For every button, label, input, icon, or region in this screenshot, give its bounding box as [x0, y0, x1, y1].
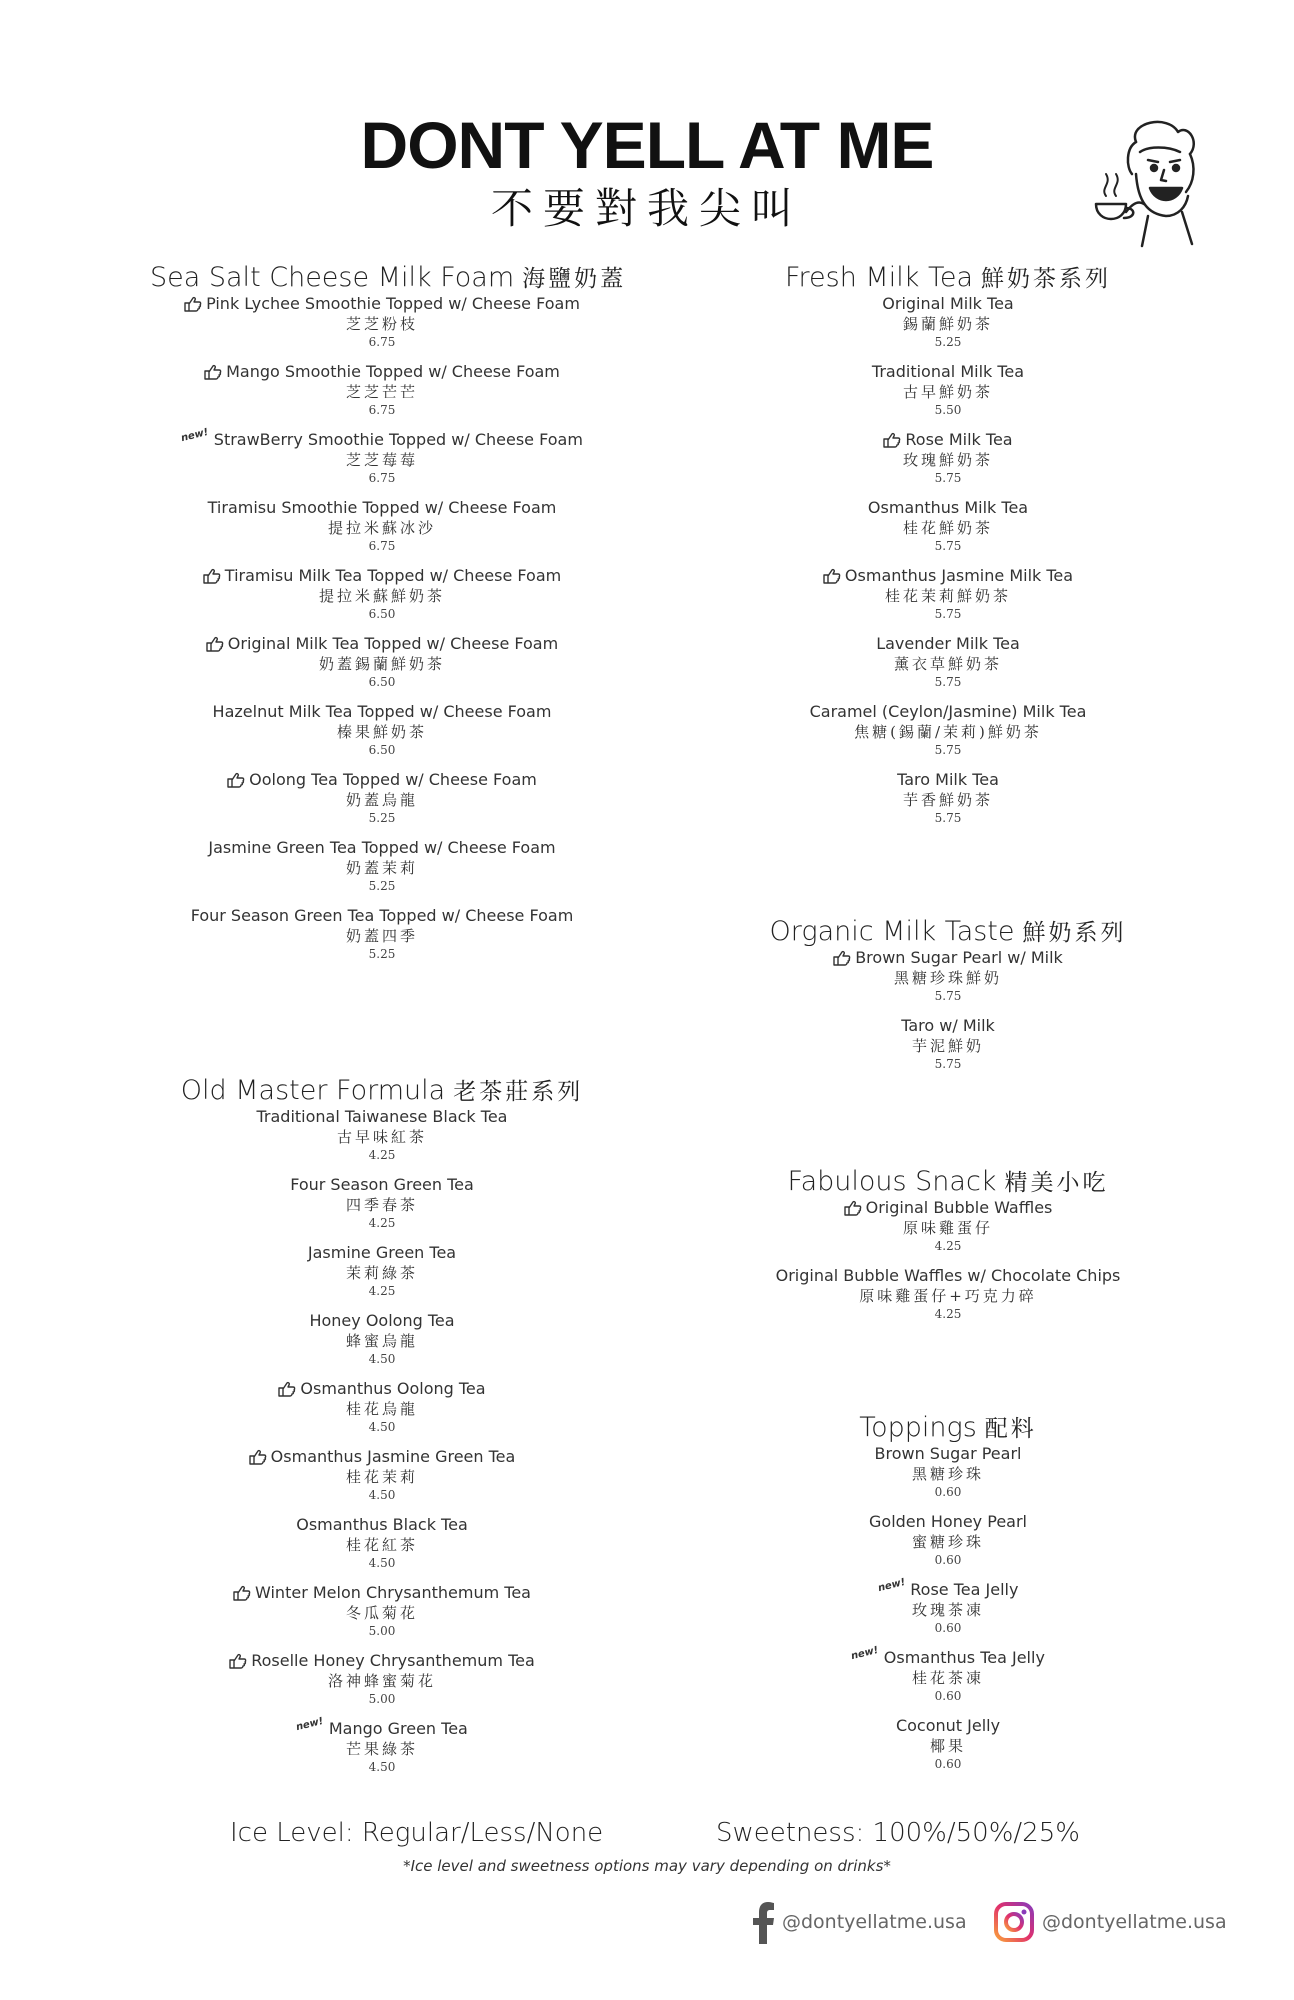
menu-item-name: Mango Smoothie Topped w/ Cheese Foam: [226, 362, 560, 381]
menu-item-name-row: [716, 1444, 1180, 1464]
menu-item-name-zh: 冬瓜菊花: [345, 1604, 418, 1622]
menu-item: [150, 1311, 614, 1379]
menu-item-name-zh: 奶蓋烏龍: [345, 791, 418, 809]
menu-item-name-zh: 茉莉綠茶: [345, 1264, 418, 1282]
section-organic-milk: [716, 918, 1180, 1084]
section-title-zh: 海鹽奶蓋: [522, 266, 627, 292]
thumbs-up-icon: [184, 296, 202, 312]
menu-item-price: 0.60: [934, 1553, 962, 1567]
thumbs-up-icon: [823, 568, 841, 584]
menu-item-name-zh: 提拉米蘇冰沙: [327, 519, 436, 537]
menu-item: [716, 1716, 1180, 1784]
section-cheese-foam: [150, 262, 627, 974]
section-title-en: Sea Salt Cheese Milk Foam: [150, 262, 515, 293]
menu-item: [716, 770, 1180, 838]
menu-item-name-row: [150, 1583, 614, 1603]
menu-item-name-zh: 黑糖珍珠: [911, 1465, 984, 1483]
menu-item-name-row: [150, 770, 614, 790]
menu-item: [716, 1198, 1180, 1266]
section-title: [150, 1077, 614, 1107]
thumbs-up-icon: [278, 1381, 296, 1397]
menu-item: [716, 498, 1180, 566]
menu-item-name-zh: 桂花紅茶: [345, 1536, 418, 1554]
menu-item: [150, 566, 614, 634]
menu-item-name-row: [716, 1512, 1180, 1532]
menu-item: [150, 1447, 614, 1515]
menu-item-name-row: [716, 430, 1180, 450]
menu-item-price: 4.50: [368, 1352, 396, 1366]
menu-item-price: 4.25: [368, 1216, 396, 1230]
menu-item: [716, 1016, 1180, 1084]
menu-item-price: 6.75: [368, 539, 396, 553]
section-snack: [716, 1168, 1180, 1334]
right-column: [716, 0, 1180, 2000]
menu-item-name: Tiramisu Smoothie Topped w/ Cheese Foam: [207, 498, 557, 517]
item-list: [716, 1198, 1180, 1334]
section-title: [716, 1168, 1180, 1198]
menu-item: [716, 362, 1180, 430]
menu-item-price: 5.00: [368, 1624, 396, 1638]
menu-item-price: 0.60: [934, 1757, 962, 1771]
menu-item: [716, 948, 1180, 1016]
menu-item-name-row: [150, 838, 614, 858]
section-title-zh: 老茶莊系列: [453, 1079, 584, 1105]
menu-item-name: Jasmine Green Tea Topped w/ Cheese Foam: [208, 838, 556, 857]
menu-item-name-row: [716, 498, 1180, 518]
left-column: [150, 0, 627, 2000]
menu-item-name: Rose Milk Tea: [905, 430, 1013, 449]
thumbs-up-icon: [233, 1585, 251, 1601]
menu-item-name-zh: 桂花鮮奶茶: [902, 519, 993, 537]
menu-item-price: 6.50: [368, 675, 396, 689]
menu-item-name: Brown Sugar Pearl w/ Milk: [855, 948, 1063, 967]
menu-item-name: Osmanthus Oolong Tea: [300, 1379, 486, 1398]
menu-item-price: 4.50: [368, 1760, 396, 1774]
new-badge: new!: [850, 1644, 880, 1663]
menu-item-name-row: [150, 1107, 614, 1127]
menu-item-name: Tiramisu Milk Tea Topped w/ Cheese Foam: [224, 566, 562, 585]
thumbs-up-icon: [204, 364, 222, 380]
menu-item-name-zh: 榛果鮮奶茶: [336, 723, 427, 741]
menu-item: [716, 634, 1180, 702]
menu-item: [150, 1243, 614, 1311]
item-list: [716, 294, 1180, 838]
menu-item-name-zh: 提拉米蘇鮮奶茶: [318, 587, 445, 605]
menu-item-name-row: [150, 906, 614, 926]
menu-item-name: Osmanthus Jasmine Milk Tea: [844, 566, 1074, 585]
menu-item: [716, 1512, 1180, 1580]
menu-item: [150, 294, 614, 362]
menu-item-name-row: [716, 702, 1180, 722]
menu-item-name-zh: 椰果: [929, 1737, 966, 1755]
section-title-en: Toppings: [859, 1412, 977, 1443]
menu-item-name: Original Bubble Waffles: [865, 1198, 1053, 1217]
menu-item-name-row: [716, 566, 1180, 586]
menu-item: [150, 1175, 614, 1243]
menu-item: [716, 1266, 1180, 1334]
menu-item-price: 5.75: [934, 539, 962, 553]
menu-item-price: 4.50: [368, 1420, 396, 1434]
section-title-zh: 精美小吃: [1004, 1170, 1109, 1196]
menu-item-name-row: [716, 1644, 1180, 1668]
menu-item-price: 5.75: [934, 607, 962, 621]
thumbs-up-icon: [883, 432, 901, 448]
menu-item-name-row: [150, 1651, 614, 1671]
menu-item: [716, 1644, 1180, 1716]
section-fresh-milk: [716, 264, 1180, 838]
ice-level-text: Ice Level: Regular/Less/None: [230, 1818, 604, 1848]
brand-title: DONT YELL AT ME: [360, 108, 934, 182]
menu-item: [716, 1444, 1180, 1512]
instagram-link[interactable]: [992, 1900, 1227, 1944]
menu-item: [150, 1715, 614, 1787]
menu-item: [150, 1379, 614, 1447]
menu-item-price: 5.00: [368, 1692, 396, 1706]
menu-item-price: 6.75: [368, 471, 396, 485]
menu-item-name-zh: 桂花茉莉: [345, 1468, 418, 1486]
menu-item: [150, 838, 614, 906]
menu-item: [150, 906, 614, 974]
menu-item-name-row: [150, 1715, 614, 1739]
menu-item-name: Pink Lychee Smoothie Topped w/ Cheese Foam: [206, 294, 580, 313]
menu-item-name: Brown Sugar Pearl: [874, 1444, 1022, 1463]
thumbs-up-icon: [844, 1200, 862, 1216]
menu-item-name-zh: 蜜糖珍珠: [911, 1533, 984, 1551]
thumbs-up-icon: [249, 1449, 267, 1465]
menu-item-name: Traditional Milk Tea: [871, 362, 1025, 381]
section-title-zh: 鮮奶茶系列: [981, 266, 1112, 292]
menu-item-name-row: [150, 294, 614, 314]
menu-item-name: Original Milk Tea: [882, 294, 1014, 313]
menu-item-price: 5.25: [368, 879, 396, 893]
menu-item-name-zh: 桂花茶凍: [911, 1669, 984, 1687]
item-list: [150, 294, 614, 974]
sweetness-text: Sweetness: 100%/50%/25%: [716, 1818, 1080, 1848]
menu-item-name: Coconut Jelly: [895, 1716, 1001, 1735]
menu-item: [716, 430, 1180, 498]
menu-item-name-row: [150, 1515, 614, 1535]
menu-item-name-zh: 芝芝莓莓: [345, 451, 418, 469]
menu-item-name: Osmanthus Tea Jelly: [883, 1648, 1045, 1667]
menu-item-name-row: [150, 702, 614, 722]
menu-item-price: 4.50: [368, 1488, 396, 1502]
thumbs-up-icon: [206, 636, 224, 652]
section-title-zh: 配料: [984, 1416, 1037, 1442]
facebook-handle: @dontyellatme.usa: [782, 1911, 967, 1933]
menu-item-price: 6.50: [368, 743, 396, 757]
menu-item-name-zh: 薰衣草鮮奶茶: [893, 655, 1002, 673]
facebook-icon: [752, 1900, 776, 1944]
menu-item-name-row: [716, 634, 1180, 654]
menu-item-name-row: [150, 362, 614, 382]
new-badge: new!: [180, 426, 210, 445]
brand-subtitle-zh: 不要對我尖叫: [490, 184, 803, 233]
menu-item-price: 6.50: [368, 607, 396, 621]
menu-item-price: 5.25: [368, 811, 396, 825]
menu-item-name: Taro w/ Milk: [901, 1016, 995, 1035]
menu-item-name: Golden Honey Pearl: [869, 1512, 1027, 1531]
menu-item: [150, 1107, 614, 1175]
menu-item-price: 4.25: [368, 1284, 396, 1298]
menu-item-name: Osmanthus Black Tea: [296, 1515, 468, 1534]
menu-item: [716, 1576, 1180, 1648]
menu-item-name: Mango Green Tea: [328, 1719, 468, 1738]
thumbs-up-icon: [833, 950, 851, 966]
menu-item-name-zh: 桂花烏龍: [345, 1400, 418, 1418]
menu-item-name: Jasmine Green Tea: [307, 1243, 457, 1262]
section-title-zh: 鮮奶系列: [1022, 920, 1127, 946]
item-list: [150, 1107, 614, 1787]
new-badge: new!: [295, 1715, 325, 1734]
menu-item-name-row: [716, 948, 1180, 968]
menu-item-name-row: [150, 1311, 614, 1331]
menu-item-name-zh: 桂花茉莉鮮奶茶: [884, 587, 1011, 605]
menu-item-name-row: [716, 294, 1180, 314]
menu-item-name-zh: 黑糖珍珠鮮奶: [893, 969, 1002, 987]
menu-item-price: 5.25: [934, 335, 962, 349]
menu-item: [150, 770, 614, 838]
menu-item: [150, 362, 614, 430]
menu-item: [150, 426, 614, 498]
instagram-handle: @dontyellatme.usa: [1042, 1911, 1227, 1933]
menu-item: [150, 1515, 614, 1583]
menu-item-name: Four Season Green Tea: [290, 1175, 474, 1194]
menu-item-name: Rose Tea Jelly: [910, 1580, 1019, 1599]
thumbs-up-icon: [229, 1653, 247, 1669]
menu-item: [716, 294, 1180, 362]
menu-item-name-row: [150, 1379, 614, 1399]
menu-item-price: 5.75: [934, 675, 962, 689]
menu-item-price: 5.75: [934, 743, 962, 757]
menu-item-name: Original Bubble Waffles w/ Chocolate Chips: [775, 1266, 1121, 1285]
menu-item-name-row: [716, 1198, 1180, 1218]
menu-item-name-zh: 古早味紅茶: [336, 1128, 427, 1146]
menu-item-price: 0.60: [934, 1689, 962, 1703]
menu-item-name-row: [150, 1243, 614, 1263]
menu-item-name: Osmanthus Jasmine Green Tea: [270, 1447, 516, 1466]
thumbs-up-icon: [227, 772, 245, 788]
menu-item: [150, 702, 614, 770]
menu-item-name: Oolong Tea Topped w/ Cheese Foam: [249, 770, 537, 789]
section-toppings: [716, 1414, 1180, 1784]
menu-item-name-zh: 錫蘭鮮奶茶: [902, 315, 993, 333]
menu-item-name-zh: 芋泥鮮奶: [911, 1037, 984, 1055]
menu-item-name: Traditional Taiwanese Black Tea: [256, 1107, 508, 1126]
menu-item: [150, 498, 614, 566]
section-old-master: [150, 1077, 614, 1787]
menu-item-name-row: [150, 566, 614, 586]
menu-item-price: 5.75: [934, 811, 962, 825]
section-title: [716, 918, 1180, 948]
section-title-en: Old Master Formula: [180, 1075, 446, 1106]
menu-item: [150, 1583, 614, 1651]
menu-item-name-zh: 玫瑰鮮奶茶: [902, 451, 993, 469]
menu-item-name-row: [716, 362, 1180, 382]
menu-item-price: 5.75: [934, 989, 962, 1003]
menu-item-price: 4.25: [368, 1148, 396, 1162]
menu-item-name-row: [716, 1016, 1180, 1036]
section-title-en: Organic Milk Taste: [769, 916, 1015, 947]
menu-item-price: 0.60: [934, 1621, 962, 1635]
menu-item-name-zh: 芒果綠茶: [345, 1740, 418, 1758]
menu-item: [716, 566, 1180, 634]
menu-item-price: 6.75: [368, 403, 396, 417]
menu-item-price: 6.75: [368, 335, 396, 349]
menu-item-name-zh: 奶蓋茉莉: [345, 859, 418, 877]
section-title: [716, 1414, 1180, 1444]
menu-item-price: 5.25: [368, 947, 396, 961]
menu-item-name-row: [150, 1447, 614, 1467]
menu-item-name-row: [150, 426, 614, 450]
menu-item: [716, 702, 1180, 770]
menu-item-name: Taro Milk Tea: [897, 770, 999, 789]
menu-item-name: Lavender Milk Tea: [876, 634, 1020, 653]
menu-item-price: 4.25: [934, 1239, 962, 1253]
menu-item-price: 4.25: [934, 1307, 962, 1321]
menu-item-price: 0.60: [934, 1485, 962, 1499]
section-title-en: Fresh Milk Tea: [784, 262, 974, 293]
section-title: [150, 262, 627, 294]
section-title: [716, 264, 1180, 294]
menu-item-name-row: [150, 634, 614, 654]
menu-item-name-zh: 玫瑰茶凍: [911, 1601, 984, 1619]
menu-item-name: StrawBerry Smoothie Topped w/ Cheese Foam: [213, 430, 583, 449]
menu-item-name-zh: 芝芝粉枝: [345, 315, 418, 333]
menu-item-name-row: [716, 770, 1180, 790]
menu-item-price: 5.75: [934, 471, 962, 485]
menu-item-name-row: [150, 1175, 614, 1195]
menu-item-name: Hazelnut Milk Tea Topped w/ Cheese Foam: [212, 702, 552, 721]
menu-item-name-zh: 芋香鮮奶茶: [902, 791, 993, 809]
footer-note: *Ice level and sweetness options may vary depending on drinks*: [403, 1857, 891, 1875]
menu-item-price: 5.50: [934, 403, 962, 417]
item-list: [716, 948, 1180, 1084]
menu-item-name-zh: 奶蓋錫蘭鮮奶茶: [318, 655, 445, 673]
menu-item-name: Original Milk Tea Topped w/ Cheese Foam: [227, 634, 559, 653]
menu-item-name-row: [716, 1266, 1180, 1286]
menu-item-name: Osmanthus Milk Tea: [867, 498, 1029, 517]
menu-item-price: 4.50: [368, 1556, 396, 1570]
menu-item-name-zh: 原味雞蛋仔+巧克力碎: [859, 1287, 1037, 1305]
menu-item-name-zh: 奶蓋四季: [345, 927, 418, 945]
menu-item-name-zh: 芝芝芒芒: [345, 383, 418, 401]
menu-item-name: Honey Oolong Tea: [309, 1311, 455, 1330]
menu-item-name-row: [150, 498, 614, 518]
menu-item-name-zh: 焦糖(錫蘭/茉莉)鮮奶茶: [854, 723, 1042, 741]
menu-item-price: 5.75: [934, 1057, 962, 1071]
facebook-link[interactable]: [752, 1900, 967, 1944]
menu-item: [150, 634, 614, 702]
menu-item-name-zh: 蜂蜜烏龍: [345, 1332, 418, 1350]
menu-item-name: Four Season Green Tea Topped w/ Cheese Foam: [190, 906, 574, 925]
menu-item-name: Winter Melon Chrysanthemum Tea: [255, 1583, 531, 1602]
menu-item-name-zh: 原味雞蛋仔: [902, 1219, 993, 1237]
menu-item-name-zh: 古早鮮奶茶: [902, 383, 993, 401]
menu-item-name: Caramel (Ceylon/Jasmine) Milk Tea: [809, 702, 1087, 721]
section-title-en: Fabulous Snack: [787, 1166, 997, 1197]
instagram-icon: [992, 1900, 1036, 1944]
thumbs-up-icon: [203, 568, 221, 584]
new-badge: new!: [876, 1576, 907, 1595]
menu-item-name: Roselle Honey Chrysanthemum Tea: [251, 1651, 535, 1670]
menu-item-name-zh: 四季春茶: [345, 1196, 418, 1214]
menu-item-name-zh: 洛神蜂蜜菊花: [327, 1672, 436, 1690]
menu-item-name-row: [716, 1716, 1180, 1736]
menu-item: [150, 1651, 614, 1719]
menu-item-name-row: [716, 1576, 1180, 1600]
item-list: [716, 1444, 1180, 1784]
